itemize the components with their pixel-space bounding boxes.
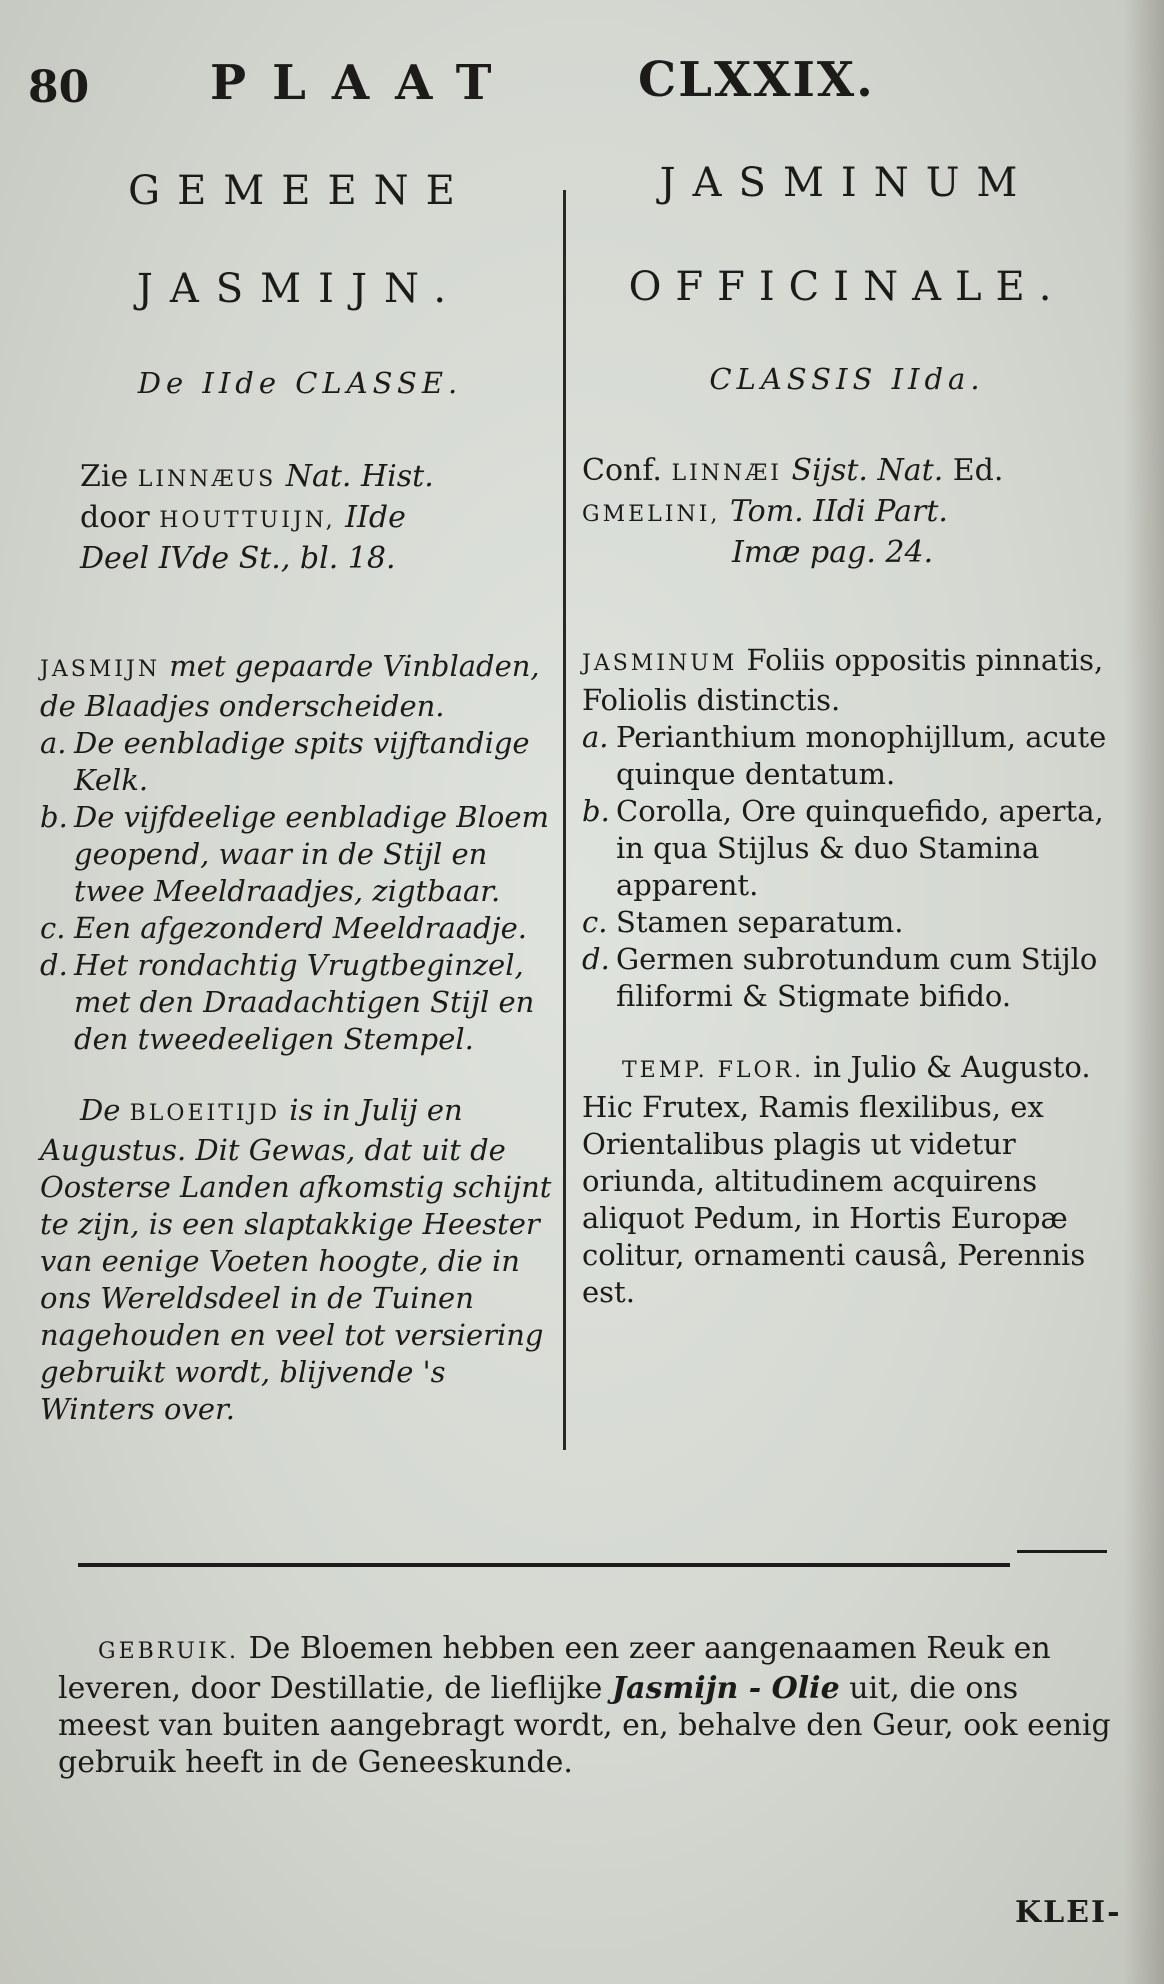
gebruik-text2: uit, die ons meest van buiten aangebragt wordt, en, behalve den Geur, ook eenig gebruik heeft in de Geneeskunde. bbox=[58, 1671, 1111, 1780]
latin-tempflor bbox=[582, 1049, 1112, 1311]
latin-title-line2: OFFICINALE. bbox=[628, 264, 1066, 310]
list-item: c. Een afgezonderd Meeldraadje. bbox=[40, 911, 527, 945]
ref-iide: IIde bbox=[345, 500, 406, 535]
dutch-classe bbox=[40, 366, 560, 400]
plate-label: PLAAT bbox=[210, 55, 518, 111]
plate-number: CLXXIX. bbox=[638, 52, 875, 108]
ref-deel: Deel IVde St., bl. 18. bbox=[80, 541, 396, 576]
ref-imae: Imæ pag. 24. bbox=[732, 535, 934, 570]
section-rule bbox=[78, 1563, 1010, 1567]
dutch-description bbox=[40, 648, 560, 725]
desc-text: met gepaarde Vinbladen, de Blaadjes onderscheiden. bbox=[40, 649, 540, 723]
latin-classis bbox=[582, 362, 1112, 396]
ref-linnaei: LINNÆI bbox=[671, 461, 782, 486]
desc-lead: JASMIJN bbox=[40, 657, 161, 682]
ref-houttuijn: HOUTTUIJN, bbox=[159, 508, 336, 533]
bloei-de: De bbox=[80, 1093, 121, 1127]
ref-gmelini: GMELINI, bbox=[582, 502, 721, 527]
ref-sijst: Sijst. Nat. bbox=[791, 453, 944, 488]
ref-zie: Zie bbox=[80, 459, 129, 494]
bloei-word: BLOEITIJD bbox=[129, 1101, 281, 1126]
latin-description bbox=[582, 642, 1112, 719]
classe-word: CLASSE. bbox=[295, 366, 463, 400]
page-number: 80 bbox=[28, 62, 90, 113]
ref-door: door bbox=[80, 500, 150, 535]
ref-ed: Ed. bbox=[952, 453, 1004, 488]
temp-word: TEMP. FLOR. bbox=[622, 1058, 805, 1083]
ref-nat-hist: Nat. Hist. bbox=[285, 459, 434, 494]
catchword: KLEI- bbox=[1015, 1895, 1122, 1930]
list-item: d. Het rondachtig Vrugtbeginzel, met den Draadachtigen Stijl en den tweedeeligen Stempel. bbox=[40, 948, 535, 1056]
latin-title-line1: JASMINUM bbox=[659, 160, 1035, 206]
classis-suffix: IIda. bbox=[891, 362, 985, 396]
classe-prefix: De IIde bbox=[137, 366, 282, 400]
bloei-text: is in Julij en Augustus. Dit Gewas, dat uit de Oosterse Landen afkomstig schijnt te zijn, is een slaptakkige Heester van eenige Voeten hoogte, die in ons Wereldsdeel in de Tuinen nagehouden en veel tot versiering gebruikt wordt, blijvende 's Winters over. bbox=[40, 1093, 552, 1426]
gebruik-text1: De Bloemen hebben een zeer aangenaamen Reuk en leveren, door Destillatie, de lieflijke bbox=[58, 1631, 1051, 1706]
list-item: b. Corolla, Ore quinquefido, aperta, in qua Stijlus & duo Stamina apparent. bbox=[582, 794, 1104, 902]
dutch-bloeitijd bbox=[40, 1092, 560, 1428]
list-item: d. Germen subrotundum cum Stijlo filiformi & Stigmate bifido. bbox=[582, 942, 1098, 1013]
ref-conf: Conf. bbox=[582, 453, 662, 488]
temp-text: in Julio & Augusto. Hic Frutex, Ramis flexilibus, ex Orientalibus plagis ut videtur oriunda, altitudinem acquirens aliquot Pedum, in Hortis Europæ colitur, ornamenti causâ, Perennis est. bbox=[582, 1050, 1091, 1309]
dutch-title-line2: JASMIJN. bbox=[136, 266, 464, 312]
dutch-title-line1: GEMEENE bbox=[128, 168, 472, 214]
dutch-column bbox=[40, 160, 560, 1428]
classis-word: CLASSIS bbox=[709, 362, 878, 396]
desc-lead: JASMINUM bbox=[582, 651, 738, 676]
page-edge-shadow bbox=[1124, 0, 1164, 1984]
gebruik-word: GEBRUIK. bbox=[98, 1639, 240, 1664]
column-divider bbox=[563, 190, 566, 1450]
ref-linnaeus: LINNÆUS bbox=[137, 467, 277, 492]
latin-column bbox=[582, 160, 1112, 1311]
list-item: b. De vijfdeelige eenbladige Bloem geopend, waar in de Stijl en twee Meeldraadjes, zigtbaar. bbox=[40, 800, 550, 908]
latin-reference bbox=[582, 452, 1112, 572]
latin-items bbox=[582, 719, 1112, 1015]
gebruik-jasmijn: Jasmijn - Olie bbox=[611, 1671, 840, 1706]
section-rule-end bbox=[1017, 1550, 1107, 1553]
list-item: a. Perianthium monophijllum, acute quinque dentatum. bbox=[582, 720, 1107, 791]
dutch-items bbox=[40, 725, 560, 1058]
list-item: c. Stamen separatum. bbox=[582, 905, 904, 939]
gebruik-paragraph bbox=[58, 1630, 1118, 1781]
desc-text: Foliis oppositis pinnatis, Foliolis distinctis. bbox=[582, 643, 1104, 717]
list-item: a. De eenbladige spits vijftandige Kelk. bbox=[40, 726, 530, 797]
ref-tom: Tom. IIdi Part. bbox=[729, 494, 948, 529]
dutch-reference bbox=[40, 458, 560, 578]
